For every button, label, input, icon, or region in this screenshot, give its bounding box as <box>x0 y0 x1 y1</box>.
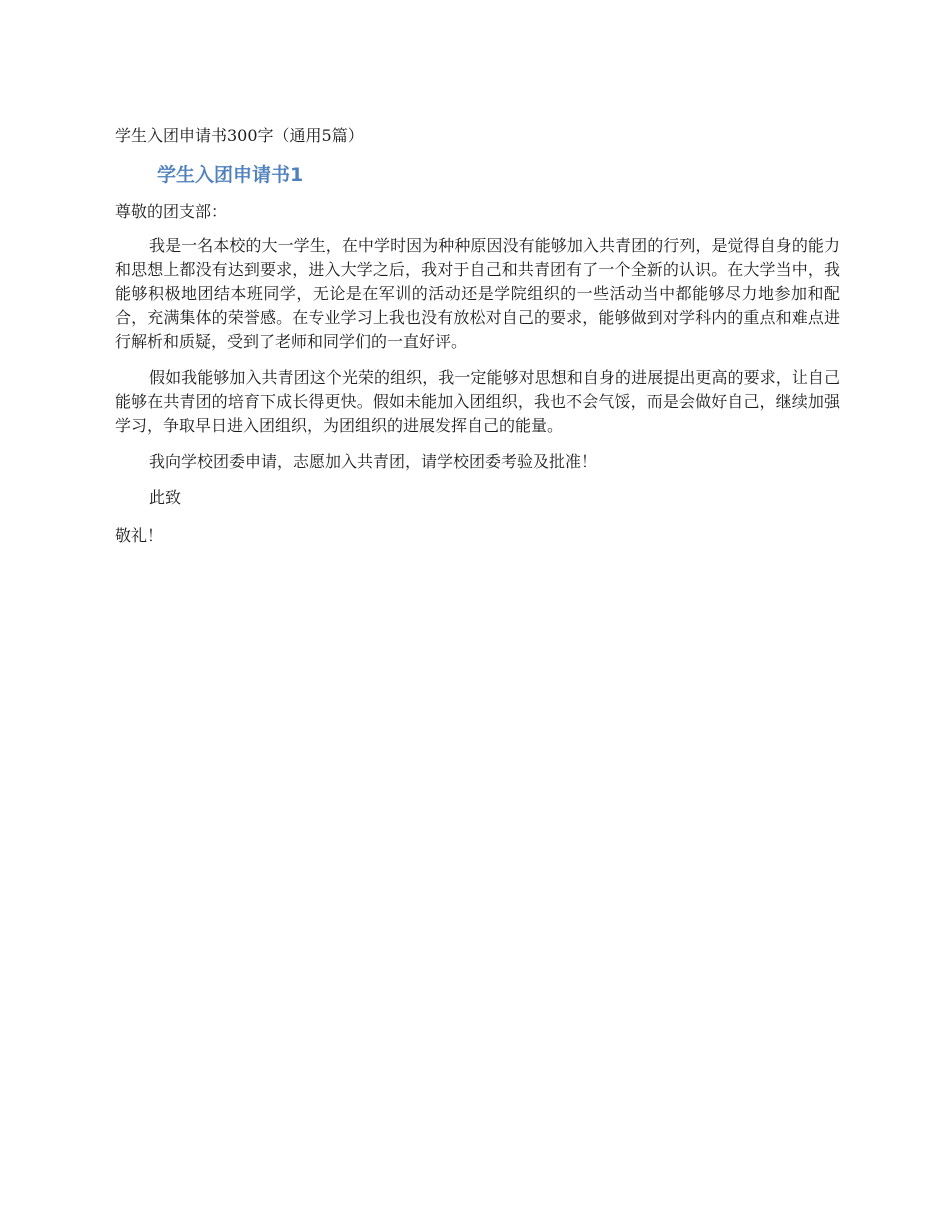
body-paragraph-1: 我是一名本校的大一学生，在中学时因为种种原因没有能够加入共青团的行列，是觉得自身的能力和思想上都没有达到要求，进入大学之后，我对于自己和共青团有了一个全新的认识。在大学当中，我能够积极地团结本班同学，无论是在军训的活动还是学院组织的一些活动当中都能够尽力地参加和配合，充满集体的荣誉感。在专业学习上我也没有放松对自己的要求，能够做到对学科内的重点和难点进行解析和质疑，受到了老师和同学们的一直好评。 <box>115 236 840 351</box>
closing-line: 此致 <box>149 488 182 507</box>
body-paragraph-3: 我向学校团委申请，志愿加入共青团，请学校团委考验及批准！ <box>149 452 598 471</box>
salutation: 尊敬的团支部： <box>115 202 228 221</box>
document-title: 学生入团申请书300字（通用5篇） <box>115 126 364 145</box>
closing-salute: 敬礼！ <box>115 526 164 545</box>
document-page <box>115 124 840 548</box>
body-paragraph-2: 假如我能够加入共青团这个光荣的组织，我一定能够对思想和自身的进展提出更高的要求，让自己能够在共青团的培育下成长得更快。假如未能加入团组织，我也不会气馁，而是会做好自己，继续加强学习，争取早日进入团组织，为团组织的进展发挥自己的能量。 <box>115 368 840 435</box>
section-heading: 学生入团申请书1 <box>157 164 304 186</box>
